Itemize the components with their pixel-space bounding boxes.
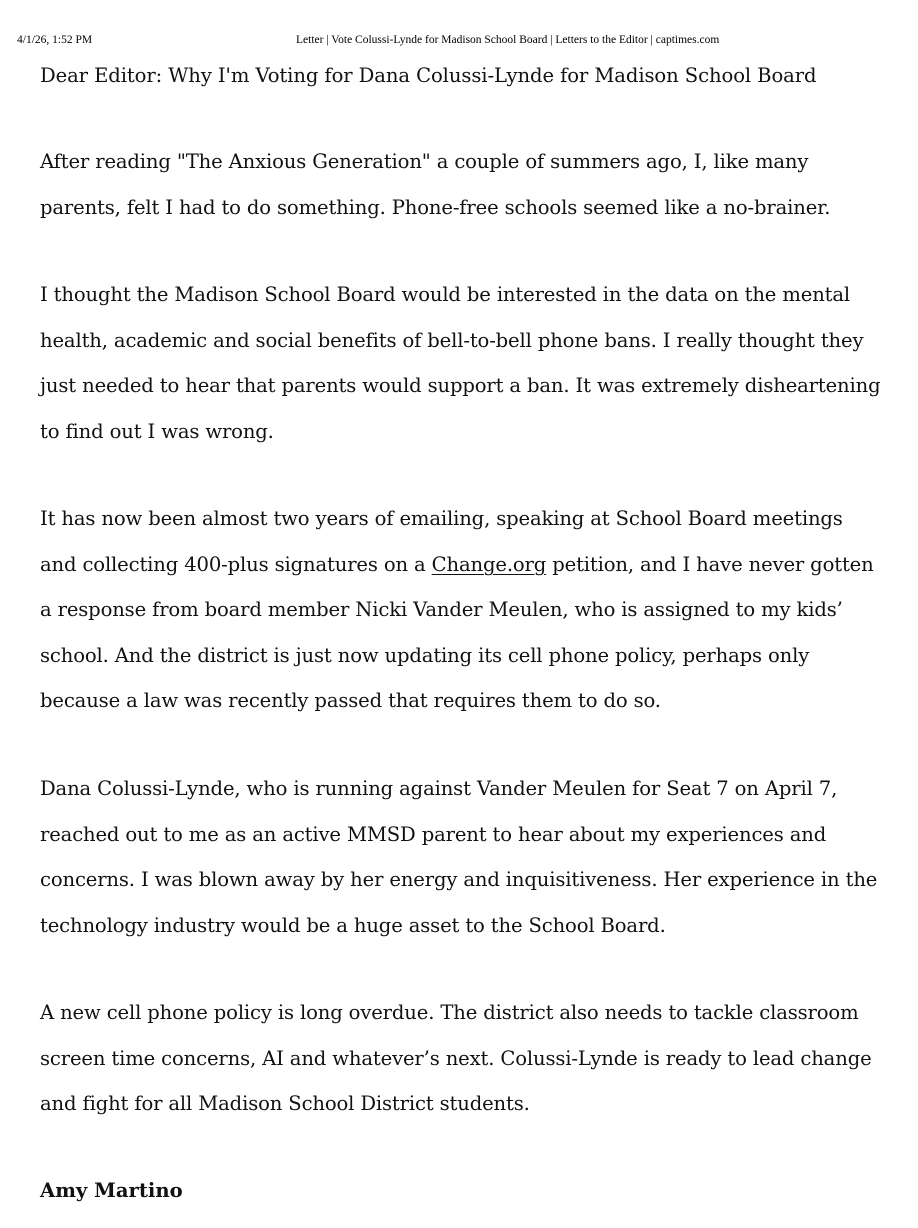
text-line: technology industry would be a huge asset to the School Board. — [40, 913, 666, 937]
text-line: It has now been almost two years of emailing, speaking at School Board meetings — [40, 507, 843, 530]
text-line: I thought the Madison School Board would be interested in the data on the mental — [40, 283, 851, 306]
print-date: 4/1/26, 1:52 PM — [17, 34, 93, 46]
letter-article — [40, 58, 900, 1202]
change-org-link[interactable]: Change.org — [431, 552, 547, 576]
text-segment: petition, and I have never gotten — [546, 552, 874, 576]
text-segment: and collecting 400-plus signatures on a — [40, 552, 432, 576]
text-line: After reading "The Anxious Generation" a couple of summers ago, I, like many — [40, 150, 809, 173]
text-line: a response from board member Nicki Vander Meulen, who is assigned to my kids’ — [40, 598, 843, 621]
text-line: school. And the district is just now updating its cell phone policy, perhaps only — [40, 643, 810, 667]
text-line: because a law was recently passed that requires them to do so. — [40, 689, 661, 712]
paragraph-5 — [40, 990, 910, 1127]
text-line: parents, felt I had to do something. Phone-free schools seemed like a no-brainer. — [40, 195, 831, 219]
article-headline: Dear Editor: Why I'm Voting for Dana Colussi-Lynde for Madison School Board — [40, 64, 817, 87]
print-header — [0, 34, 918, 50]
print-page-title: Letter | Vote Colussi-Lynde for Madison School Board | Letters to the Editor | captimes.com — [296, 34, 720, 46]
text-line: to find out I was wrong. — [40, 419, 274, 443]
text-line: just needed to hear that parents would support a ban. It was extremely disheartening — [40, 374, 881, 397]
text-line: Dana Colussi-Lynde, who is running against Vander Meulen for Seat 7 on April 7, — [40, 777, 838, 800]
text-line: A new cell phone policy is long overdue. The district also needs to tackle classroom — [40, 1001, 859, 1024]
text-line: reached out to me as an active MMSD parent to hear about my experiences and — [40, 822, 827, 846]
paragraph-2 — [40, 272, 910, 454]
paragraph-3 — [40, 496, 910, 724]
text-line: health, academic and social benefits of bell-to-bell phone bans. I really thought they — [40, 328, 864, 352]
paragraph-4 — [40, 766, 910, 948]
text-line: and fight for all Madison School District students. — [40, 1092, 530, 1115]
text-line: screen time concerns, AI and whatever’s next. Colussi-Lynde is ready to lead change — [40, 1046, 872, 1070]
text-line-with-link — [40, 542, 910, 588]
text-line: concerns. I was blown away by her energy and inquisitiveness. Her experience in the — [40, 868, 878, 891]
paragraph-1 — [40, 139, 910, 230]
author-signature: Amy Martino — [40, 1179, 183, 1202]
